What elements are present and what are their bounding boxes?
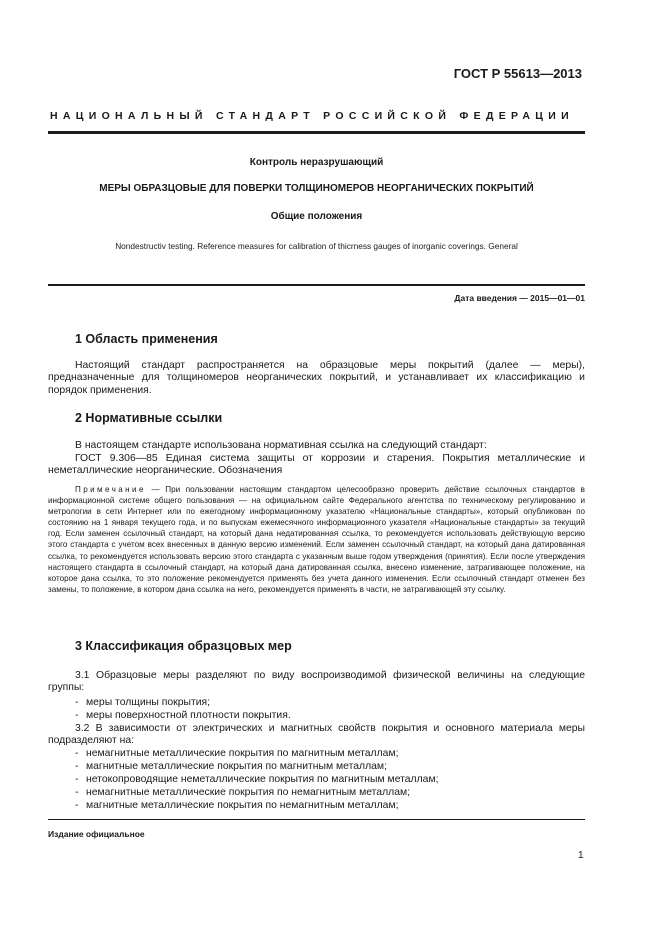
list-item: - немагнитные металлические покрытия по магнитным металлам; <box>75 748 399 759</box>
section-1-heading: 1 Область применения <box>75 332 218 346</box>
note-label: Примечание <box>75 485 146 494</box>
section-2-heading: 2 Нормативные ссылки <box>75 411 223 425</box>
english-title: Nondestructiv testing. Reference measures for calibration of thicrness gauges of inorganic coverings. General <box>115 241 518 251</box>
title-control: Контроль неразрушающий <box>249 157 384 168</box>
section-1-text: Настоящий стандарт распространяется на образцовые меры покрытий (далее — меры), предназначенные для толщиномеров неорганических покрытий, и устанавливает их классификацию и порядок применения. <box>48 360 585 396</box>
national-standard-banner: НАЦИОНАЛЬНЫЙ СТАНДАРТ РОССИЙСКОЙ ФЕДЕРАЦИИ <box>50 110 574 122</box>
section-3-1-text: 3.1 Образцовые меры разделяют по виду воспроизводимой физической величины на следующие группы: <box>48 670 585 694</box>
section-2-text-1: В настоящем стандарте использована нормативная ссылка на следующий стандарт: <box>75 440 487 451</box>
introduction-date: Дата введения — 2015—01—01 <box>454 293 585 303</box>
list-item: - нетокопроводящие неметаллические покрытия по магнитным металлам; <box>75 774 439 785</box>
list-item: - магнитные металлические покрытия по немагнитным металлам; <box>75 800 399 811</box>
standard-code: ГОСТ Р 55613—2013 <box>453 66 582 81</box>
section-2-text-2: ГОСТ 9.306—85 Единая система защиты от коррозии и старения. Покрытия металлические и неметаллические неорганические. Обозначения <box>48 453 585 477</box>
list-item: - меры толщины покрытия; <box>75 697 211 708</box>
document-title: МЕРЫ ОБРАЗЦОВЫЕ ДЛЯ ПОВЕРКИ ТОЛЩИНОМЕРОВ НЕОРГАНИЧЕСКИХ ПОКРЫТИЙ <box>99 183 534 194</box>
title-general: Общие положения <box>270 211 363 222</box>
section-3-2-text: 3.2 В зависимости от электрических и магнитных свойств покрытия и основного материала меры подразделяют на: <box>48 723 585 747</box>
list-item: - магнитные металлические покрытия по магнитным металлам; <box>75 761 387 772</box>
page-number: 1 <box>578 850 584 861</box>
footer-divider <box>48 819 585 820</box>
header-divider <box>48 131 585 134</box>
section-2-note: Примечание — При пользовании настоящим стандартом целесообразно проверить действие ссылочных стандартов в информационной системе общего пользования — на официальном сайте Федерального агентства по техническому регулированию и метрологии в сети Интернет или по ежегодному информационному указателю «Национальные стандарты», который опубликован по состоянию на 1 января текущего года, и по выпускам ежемесячного информационного указателя «Национальные стандарты» за текущий год. Если заменен ссылочный стандарт, на который дана недатированная ссылка, то рекомендуется использовать действующую версию этого стандарта с учетом всех внесенных в данную версию изменений. Если заменен ссылочный стандарт, на который дана датированная ссылка, то рекомендуется использовать версию этого стандарта с указанным выше годом утверждения (принятия). Если после утверждения настоящего стандарта в ссылочный стандарт, на который дана датированная ссылка, внесено изменение, затрагивающее положение, на которое дана ссылка, то это положение рекомендуется применять без учета данного изменения. Если ссылочный стандарт отменен без замены, то положение, в котором дана ссылка на него, рекомендуется применять в части, не затрагивающей эту ссылку. <box>48 485 585 594</box>
title-divider <box>48 284 585 286</box>
list-item: - меры поверхностной плотности покрытия. <box>75 710 291 721</box>
section-3-heading: 3 Классификация образцовых мер <box>75 639 292 653</box>
official-edition-label: Издание официальное <box>48 829 145 839</box>
list-item: - немагнитные металлические покрытия по немагнитным металлам; <box>75 787 411 798</box>
